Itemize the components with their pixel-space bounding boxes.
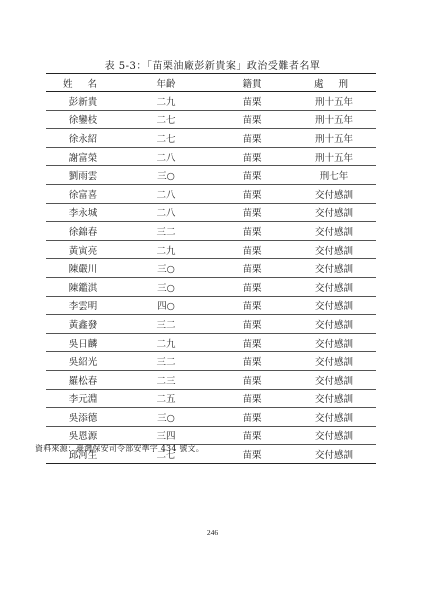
cell-age: 三二: [120, 222, 212, 241]
cell-origin: 苗栗: [212, 203, 292, 222]
table-row: [46, 277, 376, 296]
source-note: 資料來源：臺灣保安司令部安準字 434 號文。: [35, 444, 204, 453]
cell-sentence: 交付感訓: [292, 370, 376, 389]
cell-sentence: 刑十五年: [292, 110, 376, 129]
victims-table: [46, 73, 376, 464]
cell-age: 二九: [120, 92, 212, 111]
table-row: [46, 147, 376, 166]
table-row: [46, 240, 376, 259]
table-body: [46, 92, 376, 464]
cell-age: 四○: [120, 296, 212, 315]
cell-origin: 苗栗: [212, 333, 292, 352]
cell-origin: 苗栗: [212, 147, 292, 166]
cell-age: 三○: [120, 277, 212, 296]
cell-origin: 苗栗: [212, 277, 292, 296]
cell-age: 二七: [120, 129, 212, 148]
cell-sentence: 刑十五年: [292, 92, 376, 111]
cell-sentence: 交付感訓: [292, 333, 376, 352]
table-row: [46, 333, 376, 352]
cell-sentence: 交付感訓: [292, 203, 376, 222]
table-header: [46, 74, 376, 92]
cell-name: 彭新貴: [46, 92, 120, 111]
cell-sentence: 刑十五年: [292, 129, 376, 148]
cell-origin: 苗栗: [212, 259, 292, 278]
cell-origin: 苗栗: [212, 445, 292, 464]
table-caption: 表 5-3：「苗栗油廠彭新貴案」政治受難者名單: [104, 61, 321, 72]
cell-age: 三○: [120, 408, 212, 427]
table-row: [46, 352, 376, 371]
cell-origin: 苗栗: [212, 240, 292, 259]
cell-sentence: 交付感訓: [292, 277, 376, 296]
column-header-name: 姓 名: [46, 74, 120, 92]
cell-origin: 苗栗: [212, 426, 292, 445]
cell-origin: 苗栗: [212, 315, 292, 334]
cell-name: 李雲明: [46, 296, 120, 315]
header-row: [46, 74, 376, 92]
cell-sentence: 交付感訓: [292, 426, 376, 445]
cell-origin: 苗栗: [212, 110, 292, 129]
cell-name: 李永城: [46, 203, 120, 222]
cell-name: 徐永紹: [46, 129, 120, 148]
cell-age: 二八: [120, 203, 212, 222]
cell-origin: 苗栗: [212, 184, 292, 203]
cell-name: 劉雨雲: [46, 166, 120, 185]
column-header-origin: 籍貫: [212, 74, 292, 92]
cell-origin: 苗栗: [212, 352, 292, 371]
cell-name: 陳嚴川: [46, 259, 120, 278]
table-row: [46, 222, 376, 241]
cell-name: 陳鑑淇: [46, 277, 120, 296]
cell-age: 二七: [120, 445, 212, 464]
table-row: [46, 370, 376, 389]
cell-name: 邱河生: [46, 445, 120, 464]
table-row: [46, 315, 376, 334]
table-row: [46, 92, 376, 111]
table-row: [46, 203, 376, 222]
cell-sentence: 交付感訓: [292, 445, 376, 464]
cell-age: 三四: [120, 426, 212, 445]
cell-sentence: 交付感訓: [292, 222, 376, 241]
cell-age: 二八: [120, 147, 212, 166]
table-row: [46, 259, 376, 278]
cell-age: 三○: [120, 166, 212, 185]
cell-age: 二七: [120, 110, 212, 129]
cell-sentence: 刑七年: [292, 166, 376, 185]
cell-origin: 苗栗: [212, 92, 292, 111]
cell-sentence: 交付感訓: [292, 352, 376, 371]
cell-origin: 苗栗: [212, 222, 292, 241]
cell-age: 二八: [120, 184, 212, 203]
cell-origin: 苗栗: [212, 296, 292, 315]
table-row: [46, 389, 376, 408]
cell-name: 吳紹光: [46, 352, 120, 371]
cell-sentence: 交付感訓: [292, 408, 376, 427]
cell-name: 徐富喜: [46, 184, 120, 203]
cell-sentence: 交付感訓: [292, 184, 376, 203]
cell-age: 三二: [120, 352, 212, 371]
cell-name: 李元淵: [46, 389, 120, 408]
cell-age: 二三: [120, 370, 212, 389]
table-row: [46, 296, 376, 315]
cell-name: 黃寅亮: [46, 240, 120, 259]
cell-sentence: 交付感訓: [292, 296, 376, 315]
cell-name: 徐鑾枝: [46, 110, 120, 129]
column-header-age: 年齡: [120, 74, 212, 92]
cell-name: 羅松春: [46, 370, 120, 389]
cell-origin: 苗栗: [212, 370, 292, 389]
page-number: 246: [206, 528, 219, 537]
cell-origin: 苗栗: [212, 166, 292, 185]
cell-name: 吳日麟: [46, 333, 120, 352]
cell-age: 二五: [120, 389, 212, 408]
cell-origin: 苗栗: [212, 389, 292, 408]
cell-sentence: 刑十五年: [292, 147, 376, 166]
cell-sentence: 交付感訓: [292, 259, 376, 278]
cell-name: 謝富榮: [46, 147, 120, 166]
column-header-sentence: 處 刑: [292, 74, 376, 92]
cell-age: 三二: [120, 315, 212, 334]
cell-name: 吳恩源: [46, 426, 120, 445]
cell-age: 三○: [120, 259, 212, 278]
table-row: [46, 129, 376, 148]
cell-age: 二九: [120, 240, 212, 259]
table-row: [46, 426, 376, 445]
table-row: [46, 184, 376, 203]
table-row: [46, 166, 376, 185]
cell-origin: 苗栗: [212, 408, 292, 427]
table-row: [46, 408, 376, 427]
cell-name: 吳添德: [46, 408, 120, 427]
cell-sentence: 交付感訓: [292, 315, 376, 334]
cell-sentence: 交付感訓: [292, 389, 376, 408]
cell-name: 徐錦春: [46, 222, 120, 241]
cell-sentence: 交付感訓: [292, 240, 376, 259]
cell-origin: 苗栗: [212, 129, 292, 148]
cell-name: 黃鑫發: [46, 315, 120, 334]
table-row: [46, 110, 376, 129]
cell-age: 二九: [120, 333, 212, 352]
